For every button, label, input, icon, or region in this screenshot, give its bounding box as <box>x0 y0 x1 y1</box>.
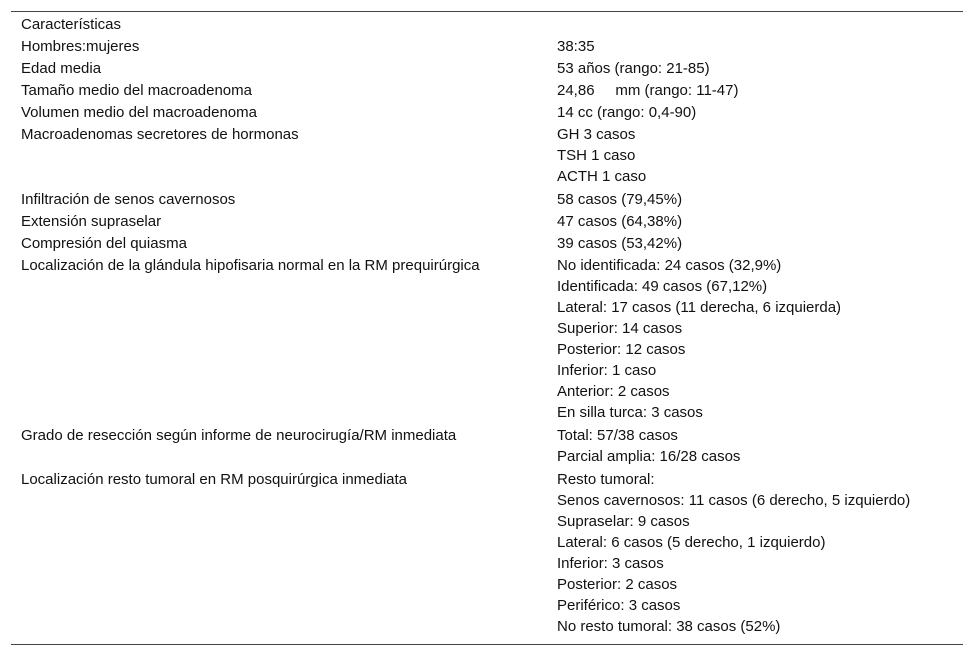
row-values <box>557 58 710 80</box>
header-label: Características <box>21 16 122 33</box>
row-value: Lateral: 17 casos (11 derecha, 6 izquierda) <box>557 299 842 316</box>
row-label: Grado de resección según informe de neurocirugía/RM inmediata <box>21 427 457 444</box>
row-value: Total: 57/38 casos <box>557 427 678 444</box>
row-value: No identificada: 24 casos (32,9%) <box>557 257 782 274</box>
table-row <box>11 233 963 255</box>
table-row <box>11 469 963 637</box>
row-values <box>557 211 682 233</box>
row-value: 24,86 mm (rango: 11-47) <box>557 82 739 99</box>
table-row <box>11 80 963 102</box>
row-value: Supraselar: 9 casos <box>557 513 690 530</box>
table-row <box>11 36 963 58</box>
table-row <box>11 255 963 423</box>
row-value: 38:35 <box>557 38 595 55</box>
row-value: Inferior: 1 caso <box>557 362 657 379</box>
table-row <box>11 58 963 80</box>
table-row <box>11 189 963 211</box>
table-header <box>11 13 963 36</box>
table-body <box>11 36 963 637</box>
table-row <box>11 211 963 233</box>
row-value: 58 casos (79,45%) <box>557 191 683 208</box>
row-value: Resto tumoral: <box>557 471 655 488</box>
row-value: No resto tumoral: 38 casos (52%) <box>557 618 781 635</box>
row-label: Localización de la glándula hipofisaria normal en la RM prequirúrgica <box>21 257 480 274</box>
characteristics-table <box>11 11 963 645</box>
row-label: Tamaño medio del macroadenoma <box>21 82 252 99</box>
row-values <box>557 233 682 255</box>
row-value: Posterior: 12 casos <box>557 341 686 358</box>
table-row <box>11 102 963 124</box>
row-label: Extensión supraselar <box>21 213 162 230</box>
row-values <box>557 189 682 211</box>
row-value: Senos cavernosos: 11 casos (6 derecho, 5 izquierdo) <box>557 492 911 509</box>
row-value: Parcial amplia: 16/28 casos <box>557 448 741 465</box>
row-value: TSH 1 caso <box>557 147 636 164</box>
row-values <box>557 255 841 423</box>
row-values <box>557 425 740 467</box>
row-value: Anterior: 2 casos <box>557 383 670 400</box>
row-value: Lateral: 6 casos (5 derecho, 1 izquierdo) <box>557 534 826 551</box>
row-values <box>557 102 696 124</box>
row-label: Compresión del quiasma <box>21 235 187 252</box>
row-label: Macroadenomas secretores de hormonas <box>21 126 299 143</box>
row-value: 39 casos (53,42%) <box>557 235 683 252</box>
row-value: ACTH 1 caso <box>557 168 647 185</box>
row-value: Periférico: 3 casos <box>557 597 681 614</box>
row-value: Posterior: 2 casos <box>557 576 678 593</box>
row-values <box>557 36 595 58</box>
row-value: 47 casos (64,38%) <box>557 213 683 230</box>
row-value: Inferior: 3 casos <box>557 555 664 572</box>
row-value: En silla turca: 3 casos <box>557 404 703 421</box>
row-label: Edad media <box>21 60 102 77</box>
row-value: Superior: 14 casos <box>557 320 683 337</box>
row-value: 14 cc (rango: 0,4-90) <box>557 104 697 121</box>
table-row <box>11 425 963 467</box>
row-label: Hombres:mujeres <box>21 38 140 55</box>
table-row <box>11 124 963 187</box>
row-value: Identificada: 49 casos (67,12%) <box>557 278 768 295</box>
row-label: Localización resto tumoral en RM posquirúrgica inmediata <box>21 471 408 488</box>
row-label: Volumen medio del macroadenoma <box>21 104 257 121</box>
row-label: Infiltración de senos cavernosos <box>21 191 236 208</box>
row-values <box>557 469 910 637</box>
row-value: 53 años (rango: 21-85) <box>557 60 710 77</box>
row-values <box>557 124 646 187</box>
row-value: GH 3 casos <box>557 126 636 143</box>
row-values <box>557 80 738 102</box>
